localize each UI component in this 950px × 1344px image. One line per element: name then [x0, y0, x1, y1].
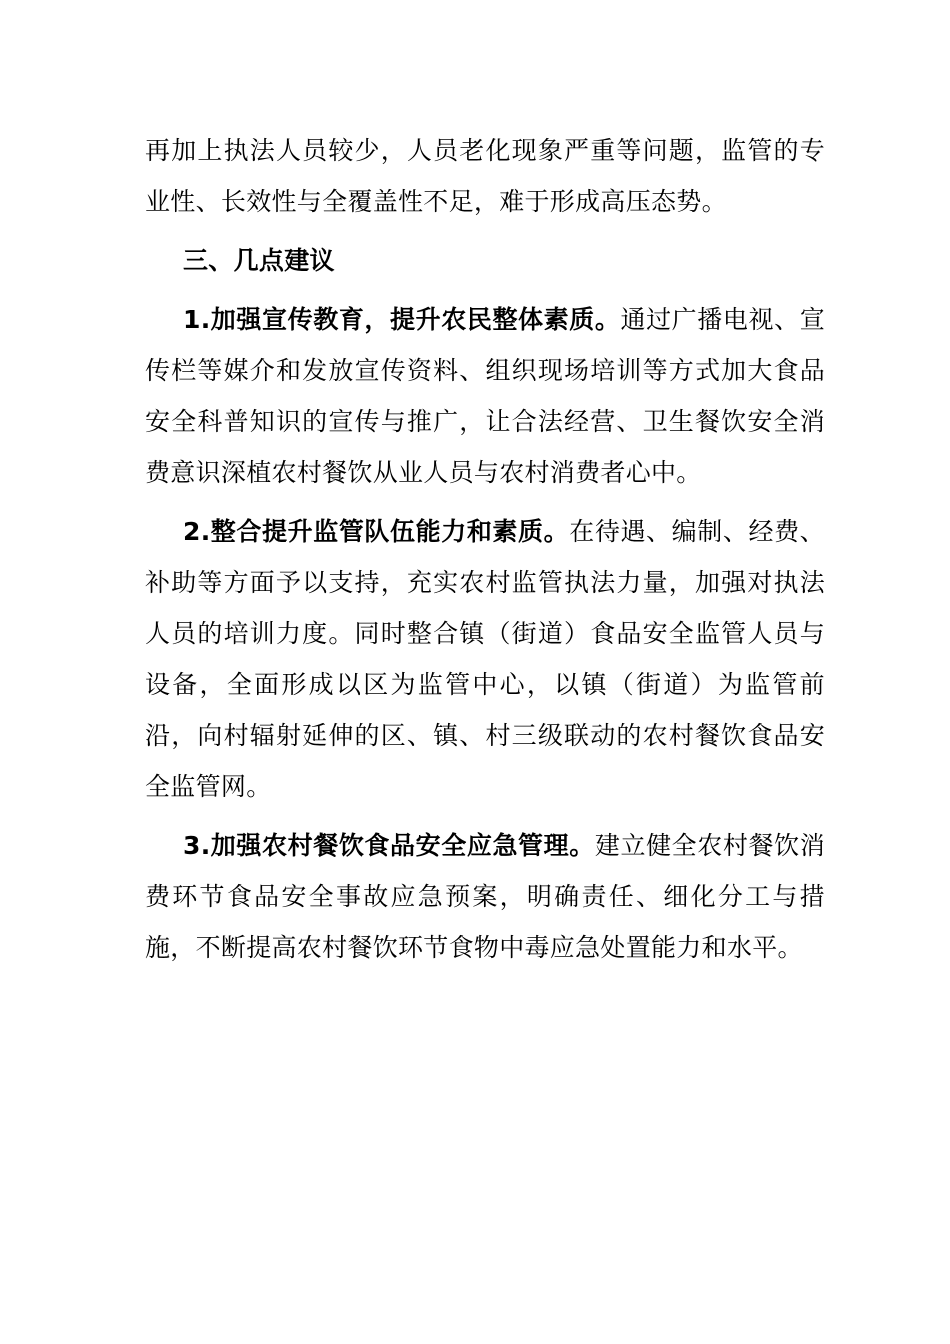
suggestion-3-body: 建立健全农村餐饮消费环节食品安全事故应急预案，明确责任、细化分工与措施，不断提高农村餐饮环节食物中毒应急处置能力和水平。	[145, 831, 825, 962]
paragraph-text: 再加上执法人员较少，人员老化现象严重等问题，监管的专业性、长效性与全覆盖性不足，难于形成高压态势。	[145, 136, 825, 216]
suggestion-1-body: 通过广播电视、宣传栏等媒介和发放宣传资料、组织现场培训等方式加大食品安全科普知识的宣传与推广，让合法经营、卫生餐饮安全消费意识深植农村餐饮从业人员与农村消费者心中。	[145, 305, 825, 487]
document-body	[145, 125, 825, 973]
suggestion-paragraph-3	[145, 820, 825, 973]
suggestion-2-body: 在待遇、编制、经费、补助等方面予以支持，充实农村监管执法力量，加强对执法人员的培训力度。同时整合镇（街道）食品安全监管人员与设备，全面形成以区为监管中心，以镇（街道）为监管前沿，向村辐射延伸的区、镇、村三级联动的农村餐饮食品安全监管网。	[145, 517, 825, 801]
section-heading: 三、几点建议	[183, 246, 335, 275]
suggestion-2-lead: 2.整合提升监管队伍能力和素质。	[183, 517, 570, 546]
paragraph-continuation	[145, 125, 825, 227]
suggestion-paragraph-1	[145, 294, 825, 498]
suggestion-1-lead: 1.加强宣传教育，提升农民整体素质。	[183, 305, 621, 334]
suggestion-paragraph-2	[145, 506, 825, 812]
suggestion-3-lead: 3.加强农村餐饮食品安全应急管理。	[183, 831, 595, 860]
